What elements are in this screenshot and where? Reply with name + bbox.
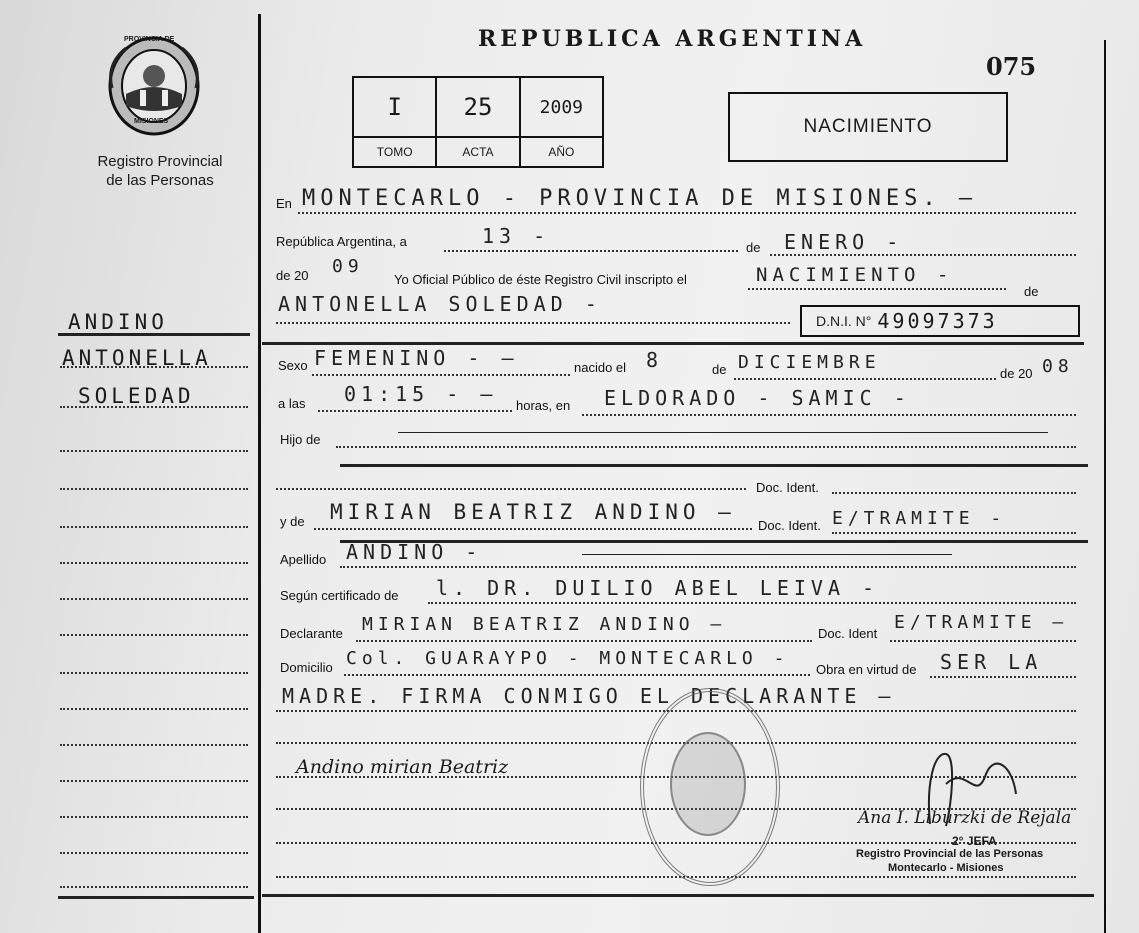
- side-line: [60, 366, 248, 368]
- certificado-value: l. DR. DUILIO ABEL LEIVA -: [436, 576, 880, 600]
- child-name-line: [276, 322, 790, 324]
- domicilio-value: Col. GUARAYPO - MONTECARLO -: [346, 648, 790, 669]
- tomo-cell: [354, 78, 437, 166]
- father-doc-value-line: [832, 492, 1076, 494]
- hijo-rule: [398, 432, 1048, 433]
- hijo-label: Hijo de: [280, 432, 321, 447]
- side-line: [60, 488, 248, 490]
- place-value: MONTECARLO - PROVINCIA DE MISIONES. —: [302, 186, 978, 211]
- father-doc-line: [276, 488, 746, 490]
- year-suffix: 09: [332, 256, 364, 277]
- month-line: [770, 254, 1076, 256]
- apellido-value: ANDINO -: [346, 540, 483, 564]
- en-label: En: [276, 196, 292, 211]
- inscripto-value: NACIMIENTO -: [756, 264, 954, 286]
- official-name: Ana I. Liburzki de Rejala: [858, 808, 1072, 828]
- sexo-value: FEMENINO - —: [314, 346, 519, 370]
- side-bottom-rule: [58, 896, 254, 899]
- side-second-name: SOLEDAD: [78, 384, 195, 408]
- side-line: [60, 672, 248, 674]
- side-line: [60, 852, 248, 854]
- mother-name: MIRIAN BEATRIZ ANDINO —: [330, 500, 736, 524]
- child-name: ANTONELLA SOLEDAD -: [278, 292, 602, 316]
- declarant-signature: Andino mirian Beatriz: [296, 756, 509, 778]
- docident-label-2: Doc. Ident.: [758, 518, 821, 533]
- de-label-1: de: [746, 240, 761, 255]
- mother-doc: E/TRAMITE -: [832, 508, 1007, 529]
- hijo-line: [336, 446, 1076, 448]
- birth-year-suffix: 08: [1042, 356, 1074, 377]
- obra-label: Obra en virtud de: [816, 662, 917, 677]
- inscripto-line: [748, 288, 1006, 290]
- cont-line-6: [276, 876, 1076, 878]
- time-line: [318, 410, 512, 412]
- apellido-rule: [582, 554, 952, 555]
- domicilio-label: Domicilio: [280, 660, 333, 675]
- record-type-box: NACIMIENTO: [728, 92, 1008, 162]
- registry-name: [60, 152, 260, 190]
- dni-box: [800, 305, 1080, 337]
- horas-label: horas, en: [516, 398, 571, 413]
- stamp-emblem: [670, 732, 746, 836]
- side-first-name: ANTONELLA: [62, 346, 212, 370]
- obra-line: [930, 676, 1076, 678]
- republica-label: República Argentina, a: [276, 234, 407, 249]
- bottom-rule: [262, 894, 1094, 897]
- obra-value: SER LA: [940, 650, 1043, 674]
- declarante-doc-line: [890, 640, 1076, 642]
- official-role: 2° JEFA: [952, 834, 997, 848]
- domicilio-line: [344, 674, 810, 676]
- declarante-line: [356, 640, 812, 642]
- side-line: [60, 708, 248, 710]
- declarante-label: Declarante: [280, 626, 343, 641]
- side-line: [60, 816, 248, 818]
- time-value: 01:15 - —: [344, 382, 498, 406]
- tomo-label: TOMO: [376, 145, 413, 159]
- declarante-doc: E/TRAMITE —: [894, 612, 1069, 633]
- side-line: [60, 634, 248, 636]
- place-line: [582, 414, 1076, 416]
- docident-label-3: Doc. Ident: [818, 626, 878, 641]
- document-title: REPUBLICA ARGENTINA: [478, 26, 867, 52]
- side-line: [60, 526, 248, 528]
- alas-label: a las: [278, 396, 306, 411]
- acta-label: ACTA: [462, 145, 494, 159]
- anio-cell: [521, 78, 602, 166]
- de-label-3: de: [712, 362, 727, 377]
- rule-under-name: [262, 342, 1084, 345]
- seal-text-bottom: MISIONES: [134, 118, 169, 125]
- certificado-line: [428, 602, 1076, 604]
- official-office: Registro Provincial de las Personas: [856, 848, 1044, 860]
- registry-line-1: Registro Provincial: [97, 153, 223, 170]
- month-value: ENERO -: [784, 230, 904, 254]
- tomo-value: I: [354, 78, 435, 138]
- nacido-label: nacido el: [574, 360, 627, 375]
- obra-continuation: MADRE. FIRMA CONMIGO EL DECLARANTE —: [282, 684, 896, 708]
- day-value: 13 -: [482, 224, 551, 248]
- folio-number: 075: [986, 52, 1037, 81]
- anio-value: 2009: [521, 78, 602, 138]
- birth-month-line: [734, 378, 996, 380]
- mother-line: [314, 528, 752, 530]
- side-line: [60, 562, 248, 564]
- yde-label: y de: [280, 514, 305, 529]
- dni-label: D.N.I. N°: [816, 313, 872, 329]
- de-label-2: de: [1024, 284, 1039, 299]
- birth-month: DICIEMBRE: [738, 352, 881, 373]
- declarante-value: MIRIAN BEATRIZ ANDINO —: [362, 614, 727, 635]
- tomo-acta-anio-box: [352, 76, 604, 168]
- en-line: [298, 212, 1076, 214]
- side-line: [60, 406, 248, 408]
- side-rule: [58, 333, 250, 336]
- rule-hijo-bottom: [340, 464, 1088, 467]
- birth-place: ELDORADO - SAMIC -: [604, 386, 911, 410]
- birth-year-prefix: de 20: [1000, 366, 1033, 381]
- side-surname: ANDINO: [68, 310, 168, 334]
- anio-label: AÑO: [548, 145, 575, 159]
- mother-doc-line: [832, 532, 1076, 534]
- side-line: [60, 886, 248, 888]
- side-line: [60, 780, 248, 782]
- dni-value: 49097373: [877, 309, 998, 333]
- side-line: [60, 450, 248, 452]
- acta-cell: [437, 78, 520, 166]
- certificado-label: Según certificado de: [280, 588, 399, 603]
- side-line: [60, 744, 248, 746]
- side-line: [60, 598, 248, 600]
- official-city: Montecarlo - Misiones: [888, 862, 1004, 874]
- birth-day: 8: [646, 348, 664, 372]
- docident-label-1: Doc. Ident.: [756, 480, 819, 495]
- sexo-label: Sexo: [278, 358, 308, 373]
- sexo-line: [312, 374, 570, 376]
- seal-text-top: PROVINCIA DE: [124, 36, 175, 43]
- acta-value: 25: [437, 78, 518, 138]
- apellido-line: [340, 566, 1076, 568]
- right-border: [1104, 40, 1106, 933]
- apellido-label: Apellido: [280, 552, 327, 567]
- registry-line-2: de las Personas: [106, 172, 214, 189]
- official-stamp-icon: [640, 688, 780, 886]
- day-line: [444, 250, 738, 252]
- oficial-label: Yo Oficial Público de éste Registro Civil inscripto el: [394, 272, 687, 287]
- year-prefix: de 20: [276, 268, 309, 283]
